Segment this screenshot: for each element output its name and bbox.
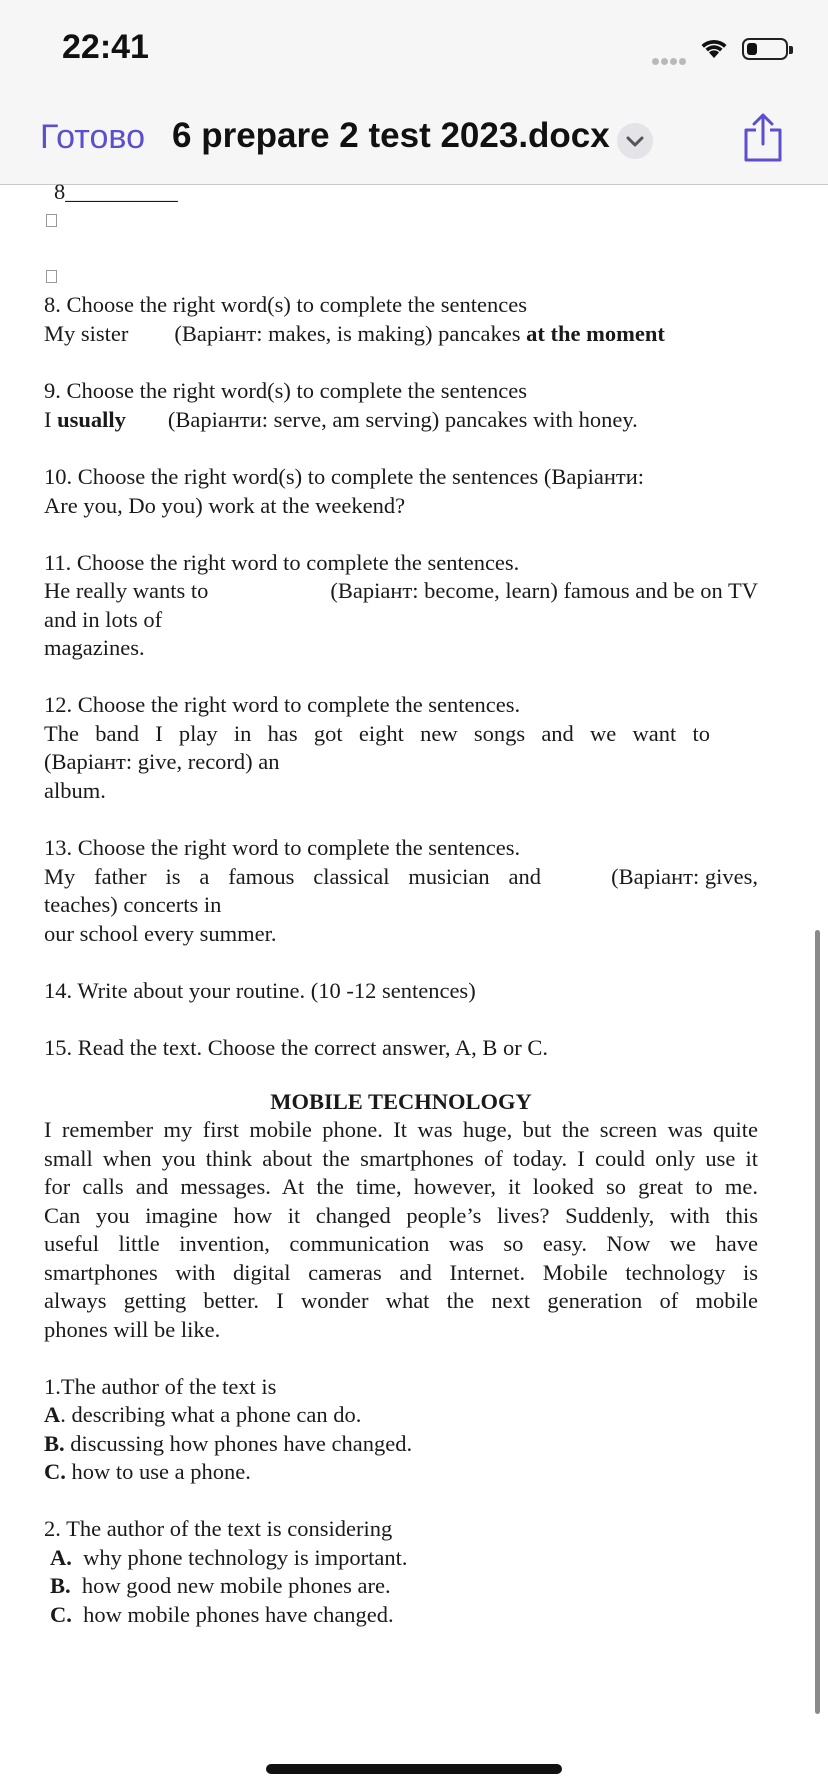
question-11-line-1 [44,577,758,606]
text-line: I remember my first mobile phone. It was huge, but the screen was quite [44,1117,758,1142]
q13-options: (Варіант: gives, [611,864,758,889]
share-icon[interactable] [740,112,786,164]
document-content[interactable] [44,179,758,1744]
q9-options: (Варіанти: serve, am serving) pancakes with honey. [167,407,638,432]
question-10-line-1: 10. Choose the right word(s) to complete the sentences (Варіанти: [44,464,645,489]
document-title[interactable]: 6 prepare 2 test 2023.docx [172,116,610,155]
q8-options: (Варіант: makes, is making) pancakes [174,321,521,346]
text-line: phones will be like. [44,1317,221,1342]
status-bar [0,0,828,96]
option-letter: A. [50,1545,72,1570]
option-letter: C. [44,1459,66,1484]
q8-pre: My sister [44,321,129,346]
question-12-line-2: (Варіант: give, record) an [44,749,280,774]
question-9-sentence [44,406,638,435]
mc1-option-c [44,1458,251,1487]
option-text: discussing how phones have changed. [64,1431,413,1456]
option-letter: C. [50,1602,72,1627]
checkbox [46,214,57,227]
question-13-line-1 [44,863,758,892]
question-12-title: 12. Choose the right word to complete the sentences. [44,692,521,717]
question-11-line-2: and in lots of [44,607,163,632]
option-text: how good new mobile phones are. [81,1573,391,1598]
q9-bold: usually [57,407,126,432]
question-15: 15. Read the text. Choose the correct answer, A, B or C. [44,1035,548,1060]
answer-blank: 8__________ [54,179,178,204]
option-letter: A [44,1402,61,1427]
wifi-icon [698,36,730,60]
option-text: . describing what a phone can do. [60,1402,362,1427]
cellular-signal-icon [652,52,688,70]
text-line: for calls and messages. At the time, however, it looked so great to me. [44,1174,758,1199]
question-8-sentence [44,320,665,349]
title-menu-button[interactable] [617,123,653,159]
q8-bold: at the moment [526,321,665,346]
question-11-title: 11. Choose the right word to complete the sentences. [44,550,520,575]
q13-pre: My father is a famous classical musician and [44,864,541,889]
mc1-option-b [44,1430,412,1459]
mc1-question: 1.The author of the text is [44,1374,277,1399]
done-button[interactable]: Готово [40,118,145,156]
question-13-line-2: teaches) concerts in [44,892,222,917]
text-line: small when you think about the smartphones of today. I could only use it [44,1146,758,1171]
question-14: 14. Write about your routine. (10 -12 sentences) [44,978,476,1003]
option-text: why phone technology is important. [83,1545,408,1570]
chevron-down-icon [617,123,653,159]
home-indicator[interactable] [266,1764,562,1774]
option-letter: B. [50,1573,71,1598]
nav-bar [0,96,828,185]
scrollbar[interactable] [815,930,820,1714]
mc2-option-c [50,1601,394,1630]
option-text: how mobile phones have changed. [83,1602,394,1627]
question-10-line-2: Are you, Do you) work at the weekend? [44,493,406,518]
q11-options: (Варіант: become, learn) famous and be on TV [330,578,758,603]
question-12-line-3: album. [44,778,106,803]
q9-pre: I [44,407,52,432]
status-time: 22:41 [62,28,149,66]
text-title: MOBILE TECHNOLOGY [270,1089,532,1114]
question-11-line-3: magazines. [44,635,145,660]
mc1-option-a [44,1401,361,1430]
battery-icon [742,38,788,60]
question-12-line-1: The band I play in has got eight new songs and we want to [44,721,710,746]
text-line: useful little invention, communication was so easy. Now we have [44,1231,758,1256]
mc2-option-a [50,1544,407,1573]
option-letter: B. [44,1431,65,1456]
mc2-option-b [50,1572,391,1601]
question-8-title: 8. Choose the right word(s) to complete the sentences [44,292,528,317]
question-13-title: 13. Choose the right word to complete the sentences. [44,835,521,860]
mc2-question: 2. The author of the text is considering [44,1516,393,1541]
text-line: smartphones with digital cameras and Internet. Mobile technology is [44,1260,758,1285]
q11-pre: He really wants to [44,578,209,603]
checkbox [46,270,57,283]
option-text: how to use a phone. [65,1459,251,1484]
question-9-title: 9. Choose the right word(s) to complete the sentences [44,378,528,403]
question-13-line-3: our school every summer. [44,921,277,946]
text-line: always getting better. I wonder what the next generation of mobile [44,1288,758,1313]
text-line: Can you imagine how it changed people’s lives? Suddenly, with this [44,1203,758,1228]
